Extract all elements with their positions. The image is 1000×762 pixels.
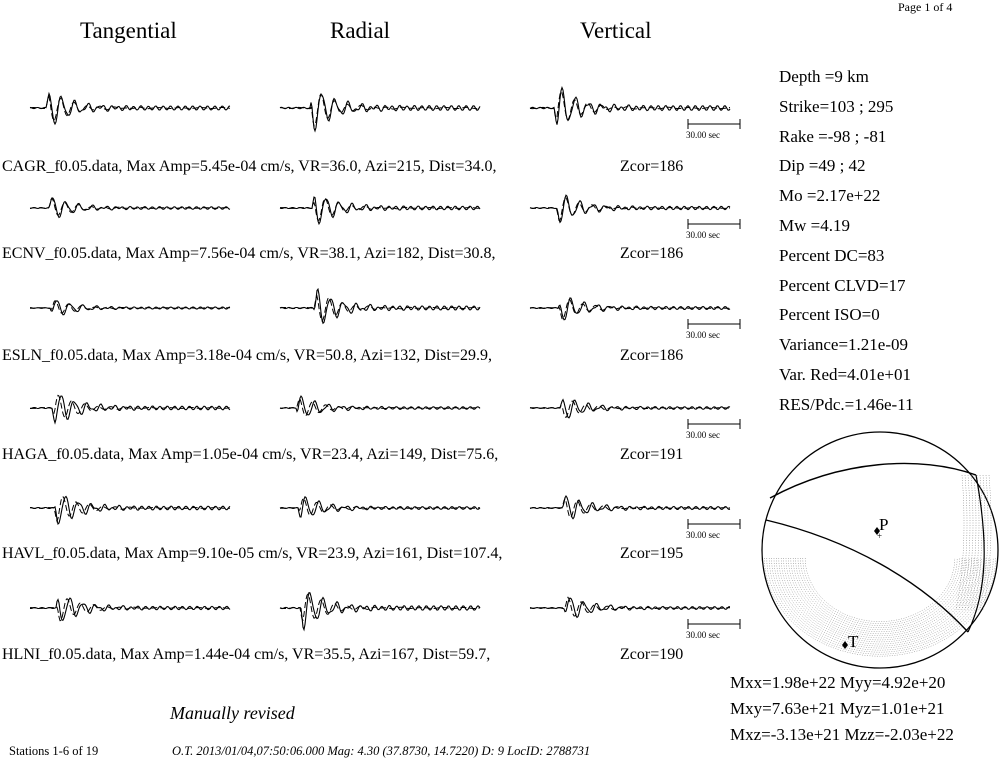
trace-observed-cagr-vertical <box>530 88 730 125</box>
zcor-value: Zcor=190 <box>620 646 684 663</box>
param-res-pdc: RES/Pdc.=1.46e-11 <box>779 394 914 414</box>
tensor-row: Mxy=7.63e+21 Myz=1.01e+21 <box>730 699 945 718</box>
station-line: HLNI_f0.05.data, Max Amp=1.44e-04 cm/s, VR=35.5, Azi=167, Dist=59.7, <box>2 646 491 663</box>
footer-stations: Stations 1-6 of 19 <box>9 744 99 758</box>
zcor-value: Zcor=186 <box>620 347 684 364</box>
scale-bar-label: 30.00 sec <box>686 630 720 640</box>
param-variance: Variance=1.21e-09 <box>779 335 909 355</box>
param-var-red: Var. Red=4.01e+01 <box>779 364 912 384</box>
source-parameters <box>779 62 914 420</box>
scale-bar-label: 30.00 sec <box>686 530 720 540</box>
trace-observed-ecnv-radial <box>280 197 480 224</box>
station-line: HAVL_f0.05.data, Max Amp=9.10e-05 cm/s, VR=23.9, Azi=161, Dist=107.4, <box>2 545 503 562</box>
station-line: CAGR_f0.05.data, Max Amp=5.45e-04 cm/s, VR=36.0, Azi=215, Dist=34.0, <box>2 158 497 175</box>
column-title-vertical: Vertical <box>580 18 652 43</box>
zcor-value: Zcor=195 <box>620 545 684 562</box>
trace-observed-havl-tangential <box>30 497 230 525</box>
beachball-center-mark: + <box>877 531 883 541</box>
param-mw: Mw =4.19 <box>779 215 850 235</box>
param-depth: Depth =9 km <box>779 67 869 86</box>
param-rake: Rake =-98 ; -81 <box>779 126 887 146</box>
scale-bar-label: 30.00 sec <box>686 130 720 140</box>
param-percent-clvd: Percent CLVD=17 <box>779 275 906 295</box>
trace-observed-esln-radial <box>280 289 480 323</box>
trace-synthetic-havl-radial <box>280 499 480 516</box>
moment-tensor <box>730 670 954 748</box>
manually-revised-note: Manually revised <box>170 703 295 723</box>
trace-observed-hlni-tangential <box>30 598 230 620</box>
param-mo: Mo =2.17e+22 <box>779 186 881 206</box>
param-strike: Strike=103 ; 295 <box>779 96 894 116</box>
scale-bar-label: 30.00 sec <box>686 430 720 440</box>
column-title-radial: Radial <box>330 18 391 43</box>
trace-observed-havl-radial <box>280 497 480 517</box>
trace-observed-hlni-radial <box>280 593 480 630</box>
tensor-row: Mxz=-3.13e+21 Mzz=-2.03e+22 <box>730 725 954 744</box>
trace-synthetic-cagr-tangential <box>30 97 230 121</box>
param-percent-iso: Percent ISO=0 <box>779 305 880 325</box>
station-line: ECNV_f0.05.data, Max Amp=7.56e-04 cm/s, VR=38.1, Azi=182, Dist=30.8, <box>2 245 496 262</box>
tensor-row: Mxx=1.98e+22 Myy=4.92e+20 <box>730 673 946 692</box>
trace-observed-cagr-radial <box>280 95 480 131</box>
station-line: ESLN_f0.05.data, Max Amp=3.18e-04 cm/s, VR=50.8, Azi=132, Dist=29.9, <box>2 347 492 364</box>
footer-origin-info: O.T. 2013/01/04,07:50:06.000 Mag: 4.30 (37.8730, 14.7220) D: 9 LocID: 2788731 <box>172 744 591 758</box>
scale-bar-label: 30.00 sec <box>686 230 720 240</box>
column-title-tangential: Tangential <box>80 18 177 43</box>
scale-bar-label: 30.00 sec <box>686 330 720 340</box>
p-axis-label: P <box>879 515 889 534</box>
zcor-value: Zcor=191 <box>620 446 684 463</box>
zcor-value: Zcor=186 <box>620 245 684 262</box>
param-percent-dc: Percent DC=83 <box>779 245 885 265</box>
zcor-value: Zcor=186 <box>620 158 684 175</box>
page-indicator: Page 1 of 4 <box>898 0 953 14</box>
trace-observed-haga-tangential <box>30 396 230 423</box>
t-axis-label: T <box>848 632 859 651</box>
beachball-outline <box>762 432 998 668</box>
param-dip: Dip =49 ; 42 <box>779 156 866 176</box>
trace-synthetic-havl-vertical <box>530 499 730 518</box>
station-line: HAGA_f0.05.data, Max Amp=1.05e-04 cm/s, VR=23.4, Azi=149, Dist=75.6, <box>2 446 499 463</box>
